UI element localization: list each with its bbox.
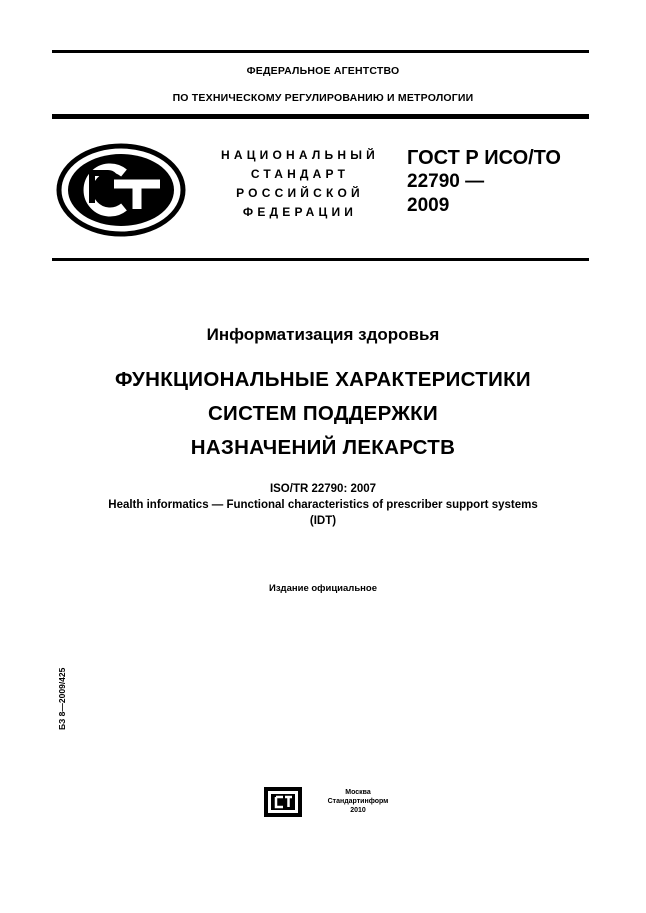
rst-certification-mark-icon [56,143,186,237]
idt-label: (IDT) [309,515,337,527]
publisher-info [312,788,404,815]
gost-line-3: 2009 [407,195,450,216]
publisher-name: Стандартинформ [327,798,389,805]
title-line: НАЗНАЧЕНИЙ ЛЕКАРСТВ [190,436,456,459]
english-title: Health informatics — Functional characteristics of prescriber support systems [108,499,538,511]
national-line: ФЕДЕРАЦИИ [242,205,358,219]
title-line: ФУНКЦИОНАЛЬНЫЕ ХАРАКТЕРИСТИКИ [115,368,531,391]
national-line: СТАНДАРТ [250,167,350,181]
header-bottom-rule [52,258,589,261]
iso-reference-block [0,481,646,529]
iso-ref: ISO/TR 22790: 2007 [269,483,377,495]
side-code: БЗ 8—2009/425 [57,667,67,730]
title-line: СИСТЕМ ПОДДЕРЖКИ [207,402,439,425]
main-title [0,363,646,465]
standartinform-logo-icon [263,786,303,818]
gost-designation [407,146,561,218]
edition-label: Издание официальное [269,583,377,594]
thick-rule [52,114,589,119]
top-rule [52,50,589,53]
publisher-year: 2010 [350,807,366,814]
publisher-city: Москва [345,789,371,796]
agency-line-2: ПО ТЕХНИЧЕСКОМУ РЕГУЛИРОВАНИЮ И МЕТРОЛОГИИ [172,92,474,104]
national-line: НАЦИОНАЛЬНЫЙ [220,148,380,162]
national-standard-label [205,146,395,222]
subject-title: Информатизация здоровья [206,325,440,344]
gost-line-1: ГОСТ Р ИСО/ТО [407,147,561,169]
agency-line-1: ФЕДЕРАЛЬНОЕ АГЕНТСТВО [246,65,400,77]
gost-line-2: 22790 — [407,171,485,192]
national-line: РОССИЙСКОЙ [236,186,364,200]
